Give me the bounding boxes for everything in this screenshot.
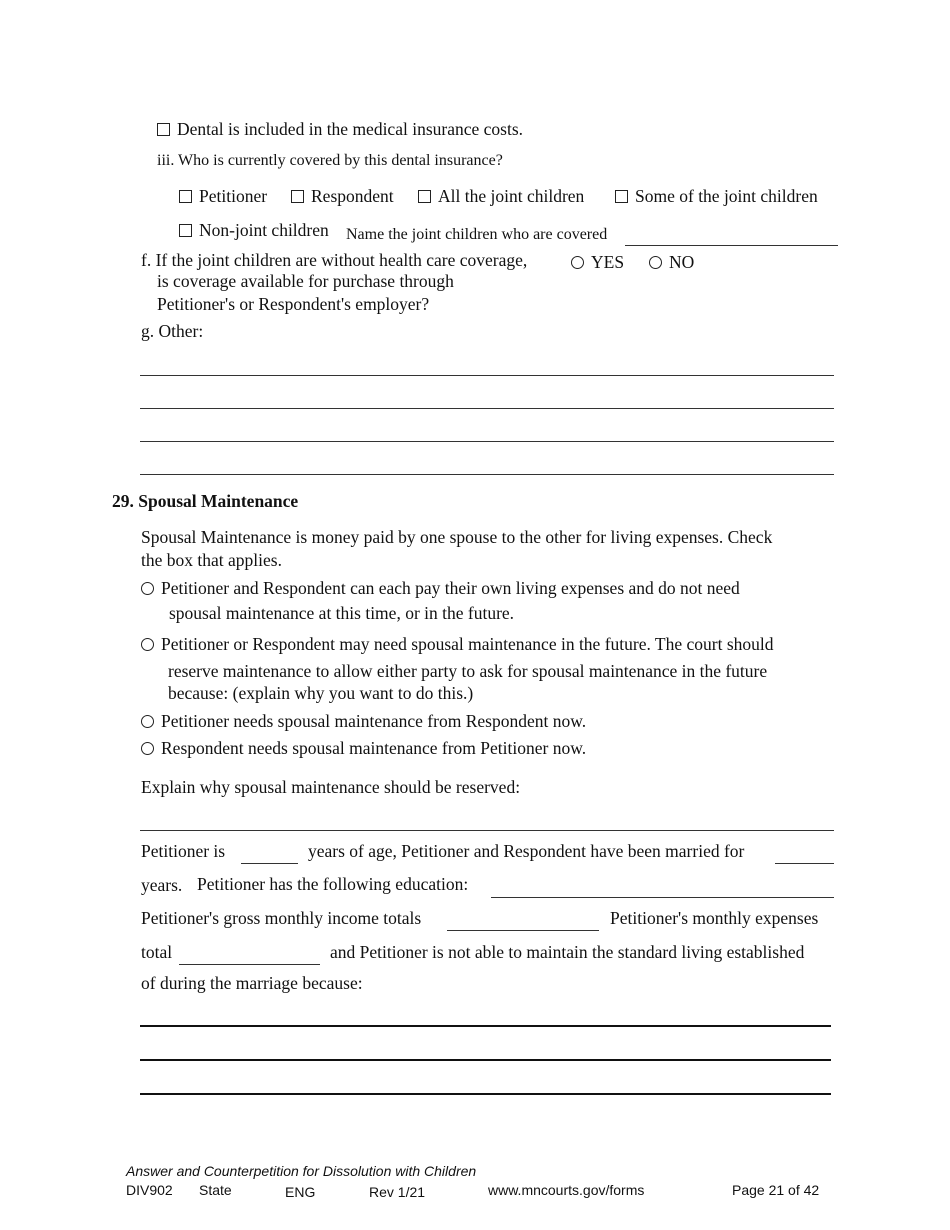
petitioner-label: Petitioner bbox=[199, 186, 268, 206]
explain-label: Explain why spousal maintenance should be reserved: bbox=[141, 777, 521, 797]
dental-included-checkbox[interactable] bbox=[157, 123, 170, 136]
dental-option-some-children[interactable] bbox=[615, 186, 818, 207]
option-3-radio[interactable] bbox=[141, 715, 154, 728]
dental-option-petitioner[interactable] bbox=[179, 186, 267, 207]
footer-lang: ENG bbox=[285, 1184, 316, 1200]
during-marriage-label: of during the marriage because: bbox=[141, 973, 363, 993]
all-children-checkbox[interactable] bbox=[418, 190, 431, 203]
footer-rev: Rev 1/21 bbox=[369, 1184, 426, 1200]
footer-url[interactable]: www.mncourts.gov/forms bbox=[488, 1182, 645, 1198]
option-4-label: Respondent needs spousal maintenance from Petitioner now. bbox=[161, 738, 587, 758]
item-f-no-option[interactable] bbox=[649, 252, 694, 273]
explain-field[interactable] bbox=[140, 830, 834, 831]
dental-included-option[interactable] bbox=[157, 119, 523, 140]
footer-form-id: DIV902 bbox=[126, 1182, 173, 1198]
dental-option-non-joint[interactable] bbox=[179, 220, 329, 241]
other-line-2[interactable] bbox=[140, 408, 834, 409]
item-f-line1: f. If the joint children are without health care coverage, bbox=[141, 250, 528, 270]
petitioner-is-label: Petitioner is bbox=[141, 841, 226, 861]
section-29-heading: 29. Spousal Maintenance bbox=[112, 491, 299, 511]
reason-line-2[interactable] bbox=[140, 1059, 831, 1061]
footer-state: State bbox=[199, 1182, 232, 1198]
some-children-checkbox[interactable] bbox=[615, 190, 628, 203]
years-label: years. bbox=[141, 875, 183, 895]
no-radio[interactable] bbox=[649, 256, 662, 269]
non-joint-checkbox[interactable] bbox=[179, 224, 192, 237]
non-joint-label: Non-joint children bbox=[199, 220, 329, 240]
option-3[interactable] bbox=[141, 711, 586, 732]
name-children-label: Name the joint children who are covered bbox=[346, 226, 608, 243]
item-f-yes-option[interactable] bbox=[571, 252, 624, 273]
other-line-1[interactable] bbox=[140, 375, 834, 376]
other-line-4[interactable] bbox=[140, 474, 834, 475]
dental-included-label: Dental is included in the medical insurance costs. bbox=[177, 119, 524, 139]
option-2-line2: reserve maintenance to allow either party to ask for spousal maintenance in the future bbox=[168, 661, 768, 681]
option-1[interactable] bbox=[141, 578, 740, 599]
footer-title: Answer and Counterpetition for Dissolution with Children bbox=[126, 1163, 477, 1179]
option-1-label: Petitioner and Respondent can each pay their own living expenses and do not need bbox=[161, 578, 740, 598]
no-label: NO bbox=[669, 252, 695, 272]
option-2-label: Petitioner or Respondent may need spousal maintenance in the future. The court should bbox=[161, 634, 774, 654]
petitioner-checkbox[interactable] bbox=[179, 190, 192, 203]
age-field[interactable] bbox=[241, 863, 298, 864]
item-g-label: g. Other: bbox=[141, 321, 204, 341]
respondent-label: Respondent bbox=[311, 186, 394, 206]
dental-question: iii. Who is currently covered by this dental insurance? bbox=[157, 152, 503, 169]
option-1-radio[interactable] bbox=[141, 582, 154, 595]
option-3-label: Petitioner needs spousal maintenance from Respondent now. bbox=[161, 711, 587, 731]
education-label: Petitioner has the following education: bbox=[197, 874, 469, 894]
not-able-label: and Petitioner is not able to maintain the standard living established bbox=[330, 942, 805, 962]
item-f-line2: is coverage available for purchase through bbox=[157, 271, 454, 291]
years-married-field[interactable] bbox=[775, 863, 834, 864]
intro-line2: the box that applies. bbox=[141, 550, 282, 570]
yes-radio[interactable] bbox=[571, 256, 584, 269]
education-field[interactable] bbox=[491, 897, 834, 898]
option-4-radio[interactable] bbox=[141, 742, 154, 755]
option-2[interactable] bbox=[141, 634, 774, 655]
item-f-line3: Petitioner's or Respondent's employer? bbox=[157, 294, 430, 314]
yes-label: YES bbox=[591, 252, 625, 272]
gross-income-label: Petitioner's gross monthly income totals bbox=[141, 908, 422, 928]
option-2-radio[interactable] bbox=[141, 638, 154, 651]
monthly-expenses-field[interactable] bbox=[179, 964, 320, 965]
reason-line-1[interactable] bbox=[140, 1025, 831, 1027]
reason-line-3[interactable] bbox=[140, 1093, 831, 1095]
intro-line1: Spousal Maintenance is money paid by one spouse to the other for living expenses. Check bbox=[141, 527, 773, 547]
option-2-line3: because: (explain why you want to do this.) bbox=[168, 683, 474, 703]
dental-option-all-children[interactable] bbox=[418, 186, 584, 207]
gross-income-field[interactable] bbox=[447, 930, 599, 931]
other-line-3[interactable] bbox=[140, 441, 834, 442]
monthly-expenses-label: Petitioner's monthly expenses bbox=[610, 908, 819, 928]
option-1-line2: spousal maintenance at this time, or in the future. bbox=[169, 603, 515, 623]
option-4[interactable] bbox=[141, 738, 586, 759]
respondent-checkbox[interactable] bbox=[291, 190, 304, 203]
total-label: total bbox=[141, 942, 173, 962]
years-of-age-label: years of age, Petitioner and Respondent have been married for bbox=[308, 841, 745, 861]
name-children-field[interactable] bbox=[625, 245, 838, 246]
dental-option-respondent[interactable] bbox=[291, 186, 394, 207]
some-children-label: Some of the joint children bbox=[635, 186, 818, 206]
footer-page: Page 21 of 42 bbox=[732, 1182, 820, 1198]
all-children-label: All the joint children bbox=[438, 186, 585, 206]
